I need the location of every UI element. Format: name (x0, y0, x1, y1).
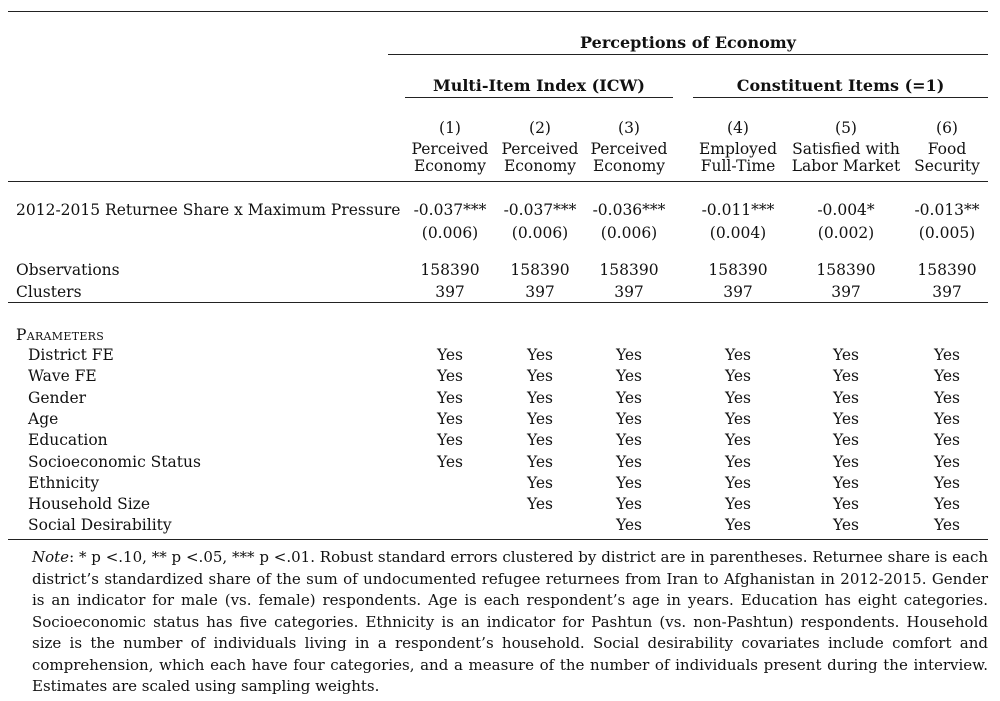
coefficient: -0.011*** (701, 201, 775, 219)
column-title-line2: Economy (592, 157, 666, 175)
param-value: Yes (615, 495, 642, 514)
stat-label: Observations (16, 261, 120, 279)
standard-error: (0.006) (600, 224, 658, 242)
group1-rule (405, 97, 673, 98)
param-value: Yes (724, 409, 751, 428)
param-value: Yes (832, 452, 859, 471)
coefficient: -0.037*** (413, 201, 487, 219)
super-header-rule (388, 54, 988, 55)
table-note (32, 547, 988, 698)
group2-rule (693, 97, 988, 98)
param-value: Yes (526, 473, 553, 492)
param-value: Yes (933, 409, 960, 428)
column-number: (2) (529, 119, 551, 137)
param-value: Yes (526, 495, 553, 514)
header-bottom-rule (8, 181, 988, 182)
stats-bottom-rule (8, 302, 988, 303)
param-value: Yes (526, 388, 553, 407)
param-value: Yes (436, 452, 463, 471)
stat-value: 158390 (708, 261, 768, 279)
group1-header: Multi-Item Index (ICW) (432, 76, 645, 95)
column-title-line1: Perceived (590, 140, 668, 158)
column-title-line1: Employed (698, 140, 778, 158)
param-value: Yes (724, 346, 751, 364)
column-number: (5) (835, 119, 857, 137)
stat-value: 158390 (599, 261, 659, 279)
param-value: Yes (526, 367, 553, 386)
param-value: Yes (832, 516, 859, 535)
note-label: Note (32, 548, 70, 566)
note-text: : * p <.10, ** p <.05, *** p <.01. Robust standard errors clustered by district are in parentheses. Returnee share is each district’s standardized share of the sum of undocumented refugee returnees from Iran to Afghanistan in 2012-2015. Gender is an indicator for male (vs. female) respondents. Age is each respondent’s age in years. Education has eight categories. Socioeconomic status has five categories. Ethnicity is an indicator for Pashtun (vs. non-Pashtun) respondents. Household size is the number of individuals living in a respondent’s household. Social desirability covariates include comfort and comprehension, which each have four categories, and a measure of the number of individuals present during the interview. Estimates are scaled using sampling weights. (32, 548, 988, 695)
table-bottom-rule (8, 539, 988, 540)
stat-value: 158390 (420, 261, 480, 279)
standard-error: (0.002) (817, 224, 875, 242)
params-heading: Parameters (16, 326, 105, 344)
param-value: Yes (933, 431, 960, 450)
param-value: Yes (436, 367, 463, 386)
param-value: Yes (615, 516, 642, 535)
param-value: Yes (832, 409, 859, 428)
param-value: Yes (615, 409, 642, 428)
param-value: Yes (526, 431, 553, 450)
param-value: Yes (615, 473, 642, 492)
group2-header: Constituent Items (=1) (736, 76, 945, 95)
param-value: Yes (724, 473, 751, 492)
param-value: Yes (615, 388, 642, 407)
param-label: Household Size (28, 495, 150, 514)
param-label: Wave FE (28, 367, 97, 386)
param-value: Yes (724, 516, 751, 535)
param-value: Yes (615, 431, 642, 450)
param-value: Yes (724, 388, 751, 407)
param-value: Yes (436, 431, 463, 450)
param-value: Yes (526, 409, 553, 428)
standard-error: (0.004) (709, 224, 767, 242)
column-title-line2: Security (914, 157, 980, 175)
super-header: Perceptions of Economy (580, 33, 796, 52)
stat-value: 397 (525, 283, 555, 301)
param-value: Yes (832, 367, 859, 386)
stat-value: 158390 (510, 261, 570, 279)
column-number: (4) (727, 119, 749, 137)
param-value: Yes (724, 452, 751, 471)
column-number: (1) (439, 119, 461, 137)
param-value: Yes (615, 452, 642, 471)
column-number: (3) (618, 119, 640, 137)
param-value: Yes (724, 495, 751, 514)
param-value: Yes (832, 495, 859, 514)
param-label: Age (28, 409, 59, 428)
param-value: Yes (933, 495, 960, 514)
coefficient: -0.013** (914, 201, 980, 219)
column-title-line2: Economy (503, 157, 577, 175)
param-value: Yes (436, 388, 463, 407)
param-label: Gender (28, 388, 87, 407)
param-value: Yes (933, 452, 960, 471)
stat-value: 397 (831, 283, 861, 301)
top-rule (8, 11, 988, 12)
coefficient: -0.004* (817, 201, 875, 219)
main-row-label: 2012-2015 Returnee Share x Maximum Pressure (16, 201, 401, 219)
column-title-line2: Economy (413, 157, 487, 175)
coefficient: -0.037*** (503, 201, 577, 219)
column-title-line1: Food (927, 140, 967, 158)
stat-value: 397 (614, 283, 644, 301)
param-value: Yes (436, 409, 463, 428)
coefficient: -0.036*** (592, 201, 666, 219)
param-value: Yes (832, 388, 859, 407)
column-title-line2: Labor Market (791, 157, 901, 175)
stat-label: Clusters (16, 283, 82, 301)
param-label: Socioeconomic Status (28, 452, 201, 471)
column-number: (6) (936, 119, 958, 137)
param-value: Yes (933, 516, 960, 535)
stat-value: 397 (435, 283, 465, 301)
param-value: Yes (832, 473, 859, 492)
param-value: Yes (436, 346, 463, 364)
column-title-line2: Full-Time (700, 157, 776, 175)
param-value: Yes (724, 367, 751, 386)
stat-value: 158390 (816, 261, 876, 279)
stat-value: 397 (723, 283, 753, 301)
stat-value: 397 (932, 283, 962, 301)
param-value: Yes (526, 346, 553, 364)
param-value: Yes (615, 367, 642, 386)
column-title-line1: Satisfied with (792, 140, 900, 158)
standard-error: (0.006) (421, 224, 479, 242)
param-label: Social Desirability (28, 516, 172, 535)
column-title-line1: Perceived (411, 140, 489, 158)
param-value: Yes (615, 346, 642, 364)
param-label: District FE (28, 346, 114, 364)
param-value: Yes (526, 452, 553, 471)
column-title-line1: Perceived (501, 140, 579, 158)
standard-error: (0.005) (918, 224, 976, 242)
param-value: Yes (933, 388, 960, 407)
param-value: Yes (724, 431, 751, 450)
param-label: Ethnicity (28, 473, 100, 492)
param-value: Yes (933, 473, 960, 492)
standard-error: (0.006) (511, 224, 569, 242)
param-value: Yes (933, 367, 960, 386)
param-label: Education (28, 431, 108, 450)
param-value: Yes (832, 431, 859, 450)
param-value: Yes (832, 346, 859, 364)
stat-value: 158390 (917, 261, 977, 279)
param-value: Yes (933, 346, 960, 364)
